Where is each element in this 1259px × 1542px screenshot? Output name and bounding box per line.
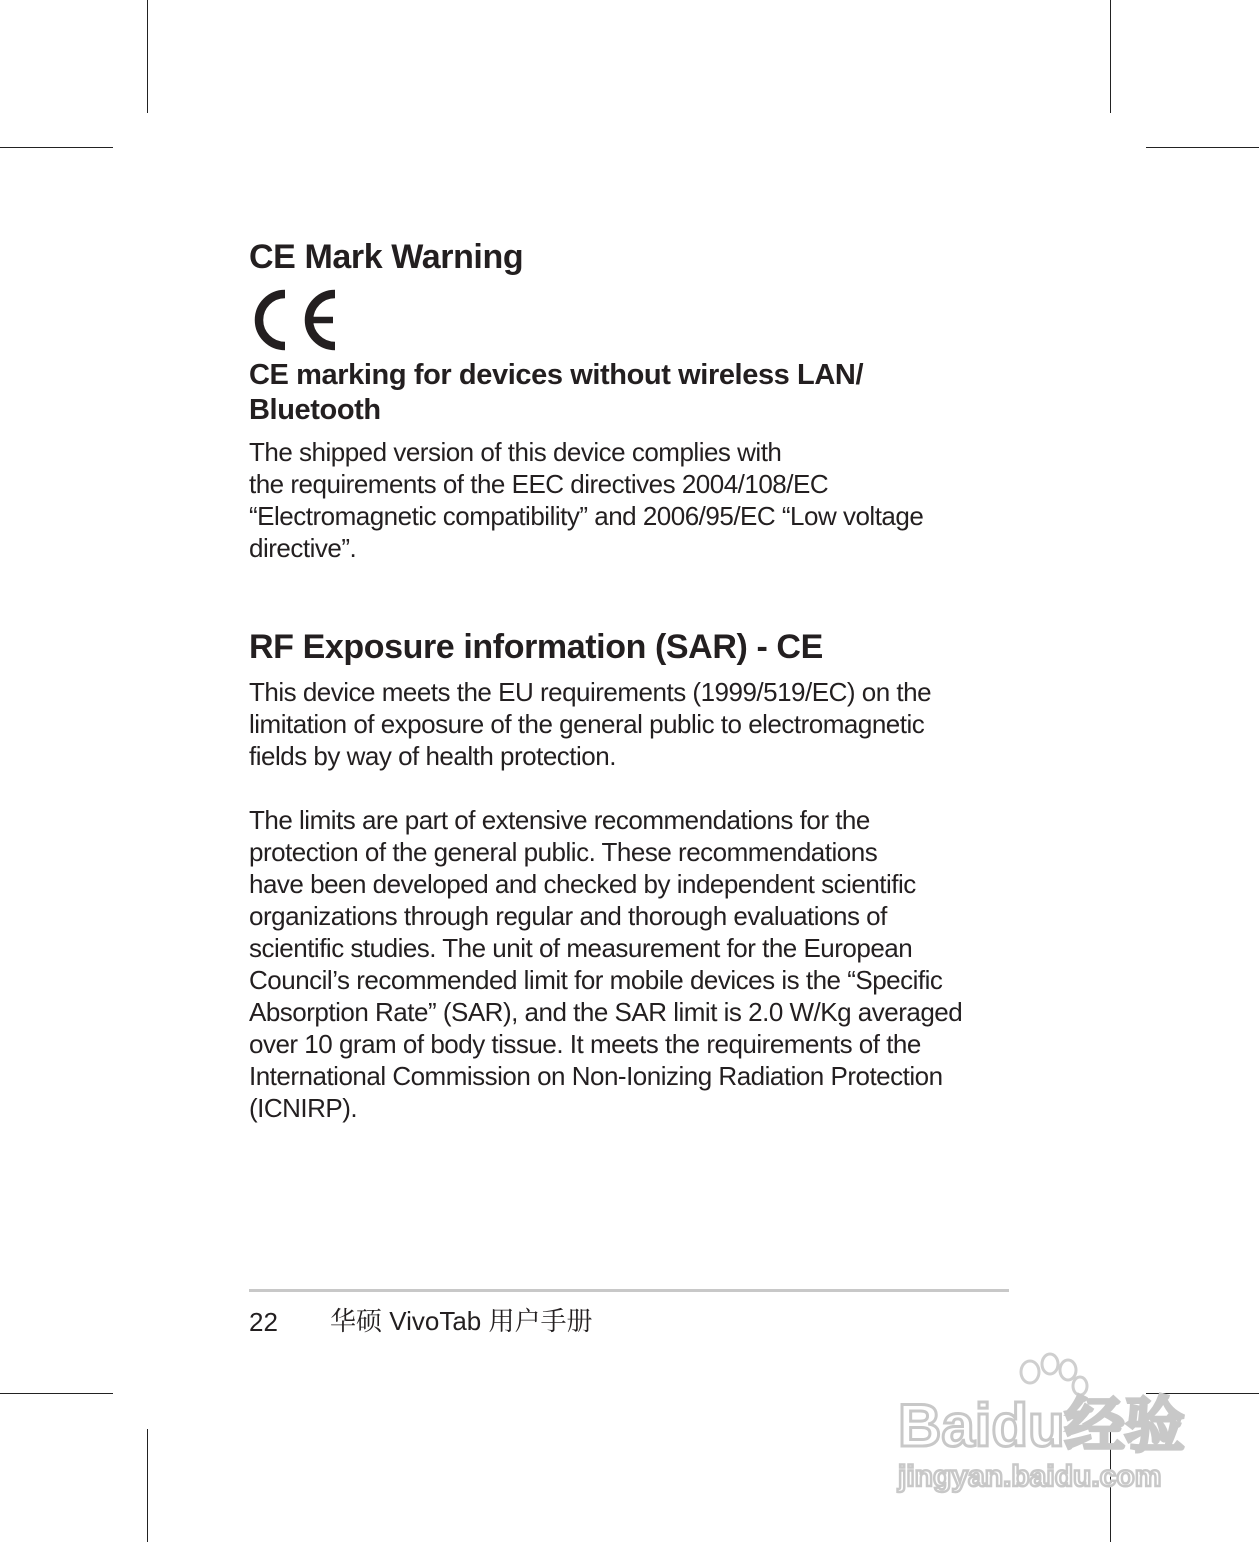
text-line: The limits are part of extensive recommendations for the (249, 805, 870, 835)
crop-mark (147, 1429, 148, 1542)
ce-warning-heading: CE Mark Warning (249, 238, 524, 276)
rf-exposure-heading: RF Exposure information (SAR) - CE (249, 628, 823, 666)
ce-compliance-paragraph (249, 436, 999, 564)
text-line: scientific studies. The unit of measurement for the European (249, 933, 913, 963)
text-line: The shipped version of this device complies with (249, 437, 782, 467)
text-line: (ICNIRP). (249, 1093, 358, 1123)
rf-paragraph-2 (249, 804, 1019, 1124)
crop-mark (0, 1393, 113, 1394)
text-line: organizations through regular and thorough evaluations of (249, 901, 887, 931)
crop-mark (0, 147, 113, 148)
footer-divider (249, 1289, 1009, 1292)
page-content (249, 236, 1019, 1124)
text-line: This device meets the EU requirements (1999/519/EC) on the (249, 677, 932, 707)
rf-paragraph-1 (249, 676, 1019, 772)
text-line: have been developed and checked by independent scientific (249, 869, 916, 899)
text-line: “Electromagnetic compatibility” and 2006/95/EC “Low voltage (249, 501, 924, 531)
text-line: over 10 gram of body tissue. It meets the requirements of the (249, 1029, 921, 1059)
text-line: limitation of exposure of the general public to electromagnetic (249, 709, 925, 739)
crop-mark (1146, 147, 1259, 148)
text-line: International Commission on Non-Ionizing Radiation Protection (249, 1061, 943, 1091)
text-line: directive”. (249, 533, 357, 563)
ce-marking-subheading: CE marking for devices without wireless LAN/ Bluetooth (249, 359, 864, 426)
watermark-url-text: jingyan.baidu.com (898, 1460, 1162, 1493)
text-line: Council’s recommended limit for mobile devices is the “Specific (249, 965, 943, 995)
text-line: protection of the general public. These recommendations (249, 837, 878, 867)
text-line: the requirements of the EEC directives 2004/108/EC (249, 469, 829, 499)
text-line: Absorption Rate” (SAR), and the SAR limit is 2.0 W/Kg averaged (249, 997, 963, 1027)
baidu-jingyan-watermark (890, 1350, 1190, 1500)
ce-mark-logo (249, 288, 341, 352)
footer-title: 华硕 VivoTab 用户手册 (330, 1306, 593, 1336)
crop-mark (1110, 0, 1111, 113)
crop-mark (147, 0, 148, 113)
text-line: fields by way of health protection. (249, 741, 616, 771)
watermark-brand-text: Baidu经验 (898, 1392, 1185, 1459)
page-number: 22 (249, 1307, 278, 1337)
